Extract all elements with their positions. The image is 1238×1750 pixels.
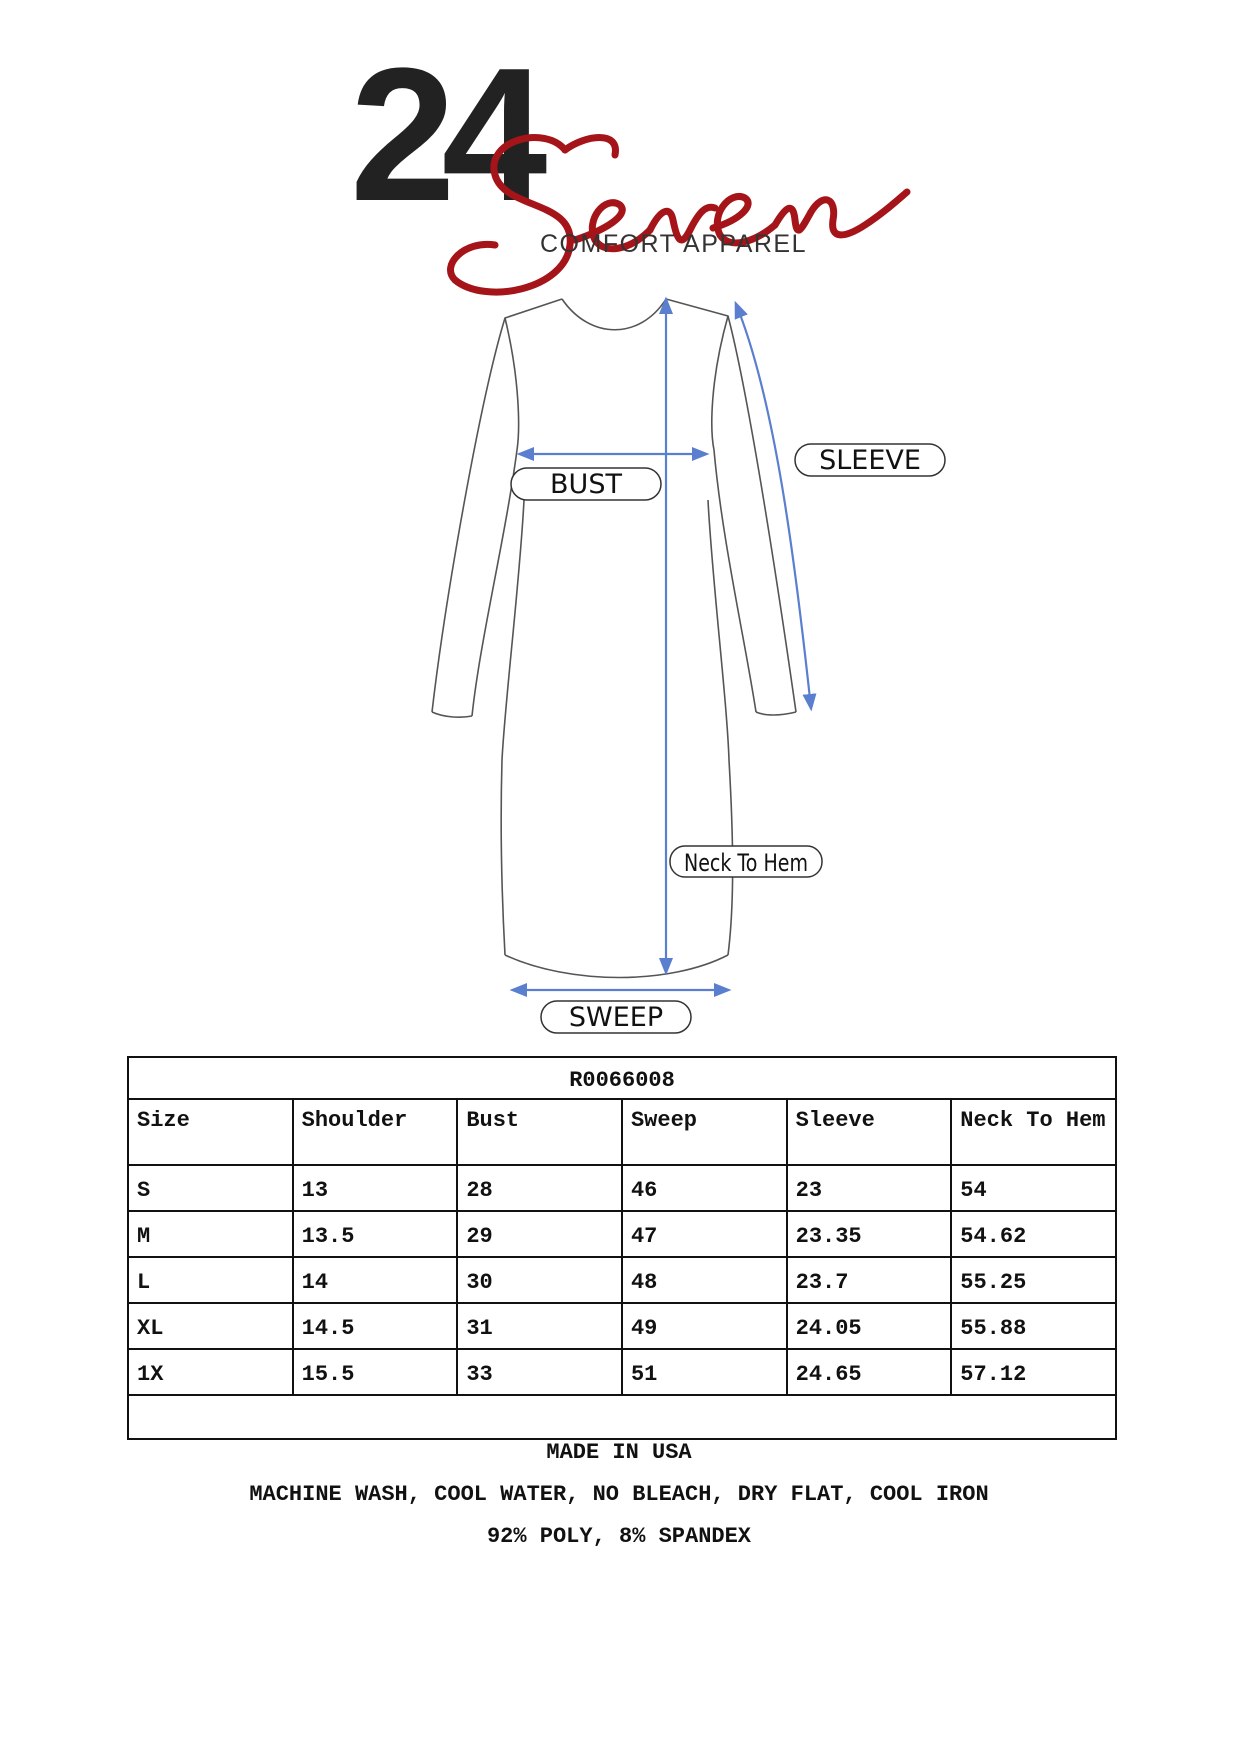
table-cell: 28	[457, 1165, 622, 1211]
origin-note: MADE IN USA	[546, 1440, 692, 1465]
neck-to-hem-label	[670, 846, 822, 877]
table-cell: S	[128, 1165, 293, 1211]
table-cell: 15.5	[293, 1349, 458, 1395]
table-cell: L	[128, 1257, 293, 1303]
fabric-content: 92% POLY, 8% SPANDEX	[486, 1524, 752, 1549]
column-header: Bust	[457, 1099, 622, 1165]
table-cell: 55.25	[951, 1257, 1116, 1303]
size-table-container	[127, 1056, 1117, 1440]
table-row	[128, 1211, 1116, 1257]
sleeve-label-text: SLEEVE	[819, 445, 921, 476]
brand-number: 24	[350, 29, 534, 241]
table-cell: 51	[622, 1349, 787, 1395]
column-header: Neck To Hem	[951, 1099, 1116, 1165]
table-cell: 13.5	[293, 1211, 458, 1257]
table-cell: 46	[622, 1165, 787, 1211]
table-cell: 24.05	[787, 1303, 952, 1349]
table-cell: 1X	[128, 1349, 293, 1395]
table-cell: 23.35	[787, 1211, 952, 1257]
style-number: R0066008	[128, 1057, 1116, 1099]
table-row	[128, 1349, 1116, 1395]
care-notes	[0, 1432, 1238, 1558]
size-table	[127, 1056, 1117, 1440]
sleeve-arrow	[736, 304, 811, 708]
table-cell: 33	[457, 1349, 622, 1395]
table-cell: 14	[293, 1257, 458, 1303]
care-instructions: MACHINE WASH, COOL WATER, NO BLEACH, DRY FLAT, COOL IRON	[249, 1482, 989, 1507]
size-table-title-row	[128, 1057, 1116, 1099]
table-cell: 23	[787, 1165, 952, 1211]
table-cell: 31	[457, 1303, 622, 1349]
table-cell: 23.7	[787, 1257, 952, 1303]
bust-label	[511, 468, 661, 500]
table-cell: 57.12	[951, 1349, 1116, 1395]
table-cell: 54.62	[951, 1211, 1116, 1257]
table-cell: 49	[622, 1303, 787, 1349]
table-cell: 54	[951, 1165, 1116, 1211]
table-cell: 14.5	[293, 1303, 458, 1349]
table-cell: 24.65	[787, 1349, 952, 1395]
table-row	[128, 1257, 1116, 1303]
column-header: Shoulder	[293, 1099, 458, 1165]
table-cell: 55.88	[951, 1303, 1116, 1349]
table-cell: 29	[457, 1211, 622, 1257]
table-row	[128, 1303, 1116, 1349]
sweep-label-text: SWEEP	[568, 1002, 664, 1033]
sweep-label	[541, 1001, 691, 1033]
table-cell: 30	[457, 1257, 622, 1303]
brand-tagline: COMFORT APPAREL	[540, 230, 808, 258]
table-cell: 48	[622, 1257, 787, 1303]
bust-label-text: BUST	[550, 469, 622, 500]
column-header: Size	[128, 1099, 293, 1165]
size-table-header-row	[128, 1099, 1116, 1165]
table-cell: XL	[128, 1303, 293, 1349]
table-cell: M	[128, 1211, 293, 1257]
column-header: Sleeve	[787, 1099, 952, 1165]
column-header: Sweep	[622, 1099, 787, 1165]
table-cell: 13	[293, 1165, 458, 1211]
neck-to-hem-label-text: Neck To Hem	[684, 849, 808, 877]
table-row	[128, 1165, 1116, 1211]
sleeve-label	[795, 444, 945, 476]
table-cell: 47	[622, 1211, 787, 1257]
